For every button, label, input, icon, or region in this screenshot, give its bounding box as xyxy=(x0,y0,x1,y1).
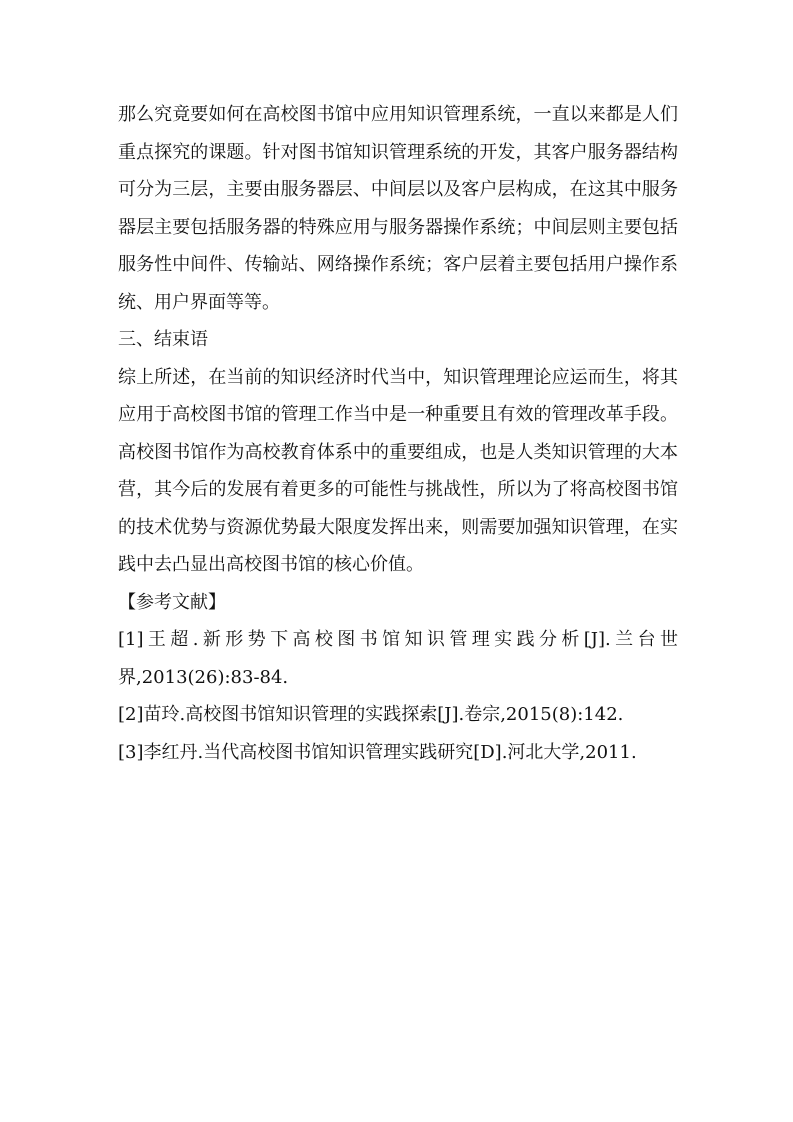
references-heading: 【参考文献】 xyxy=(118,591,226,613)
reference-item: [1]王超.新形势下高校图书馆知识管理实践分析[J].兰台世界,2013(26):83-84. xyxy=(118,629,678,688)
body-paragraph: 综上所述，在当前的知识经济时代当中，知识管理理论应运而生，将其应用于高校图书馆的管理工作当中是一种重要且有效的管理改革手段。高校图书馆作为高校教育体系中的重要组成，也是人类知识管理的大本营，其今后的发展有着更多的可能性与挑战性，所以为了将高校图书馆的技术优势与资源优势最大限度发挥出来，则需要加强知识管理，在实践中去凸显出高校图书馆的核心价值。 xyxy=(118,366,678,575)
document-body xyxy=(118,96,678,771)
section-heading: 三、结束语 xyxy=(118,329,208,350)
body-paragraph: 那么究竟要如何在高校图书馆中应用知识管理系统，一直以来都是人们重点探究的课题。针对图书馆知识管理系统的开发，其客户服务器结构可分为三层，主要由服务器层、中间层以及客户层构成，在这其中服务器层主要包括服务器的特殊应用与服务器操作系统；中间层则主要包括服务性中间件、传输站、网络操作系统；客户层着主要包括用户操作系统、用户界面等等。 xyxy=(118,104,678,313)
reference-item: [2]苗玲.高校图书馆知识管理的实践探索[J].卷宗,2015(8):142. xyxy=(118,704,624,725)
reference-item: [3]李红丹.当代高校图书馆知识管理实践研究[D].河北大学,2011. xyxy=(118,741,637,763)
